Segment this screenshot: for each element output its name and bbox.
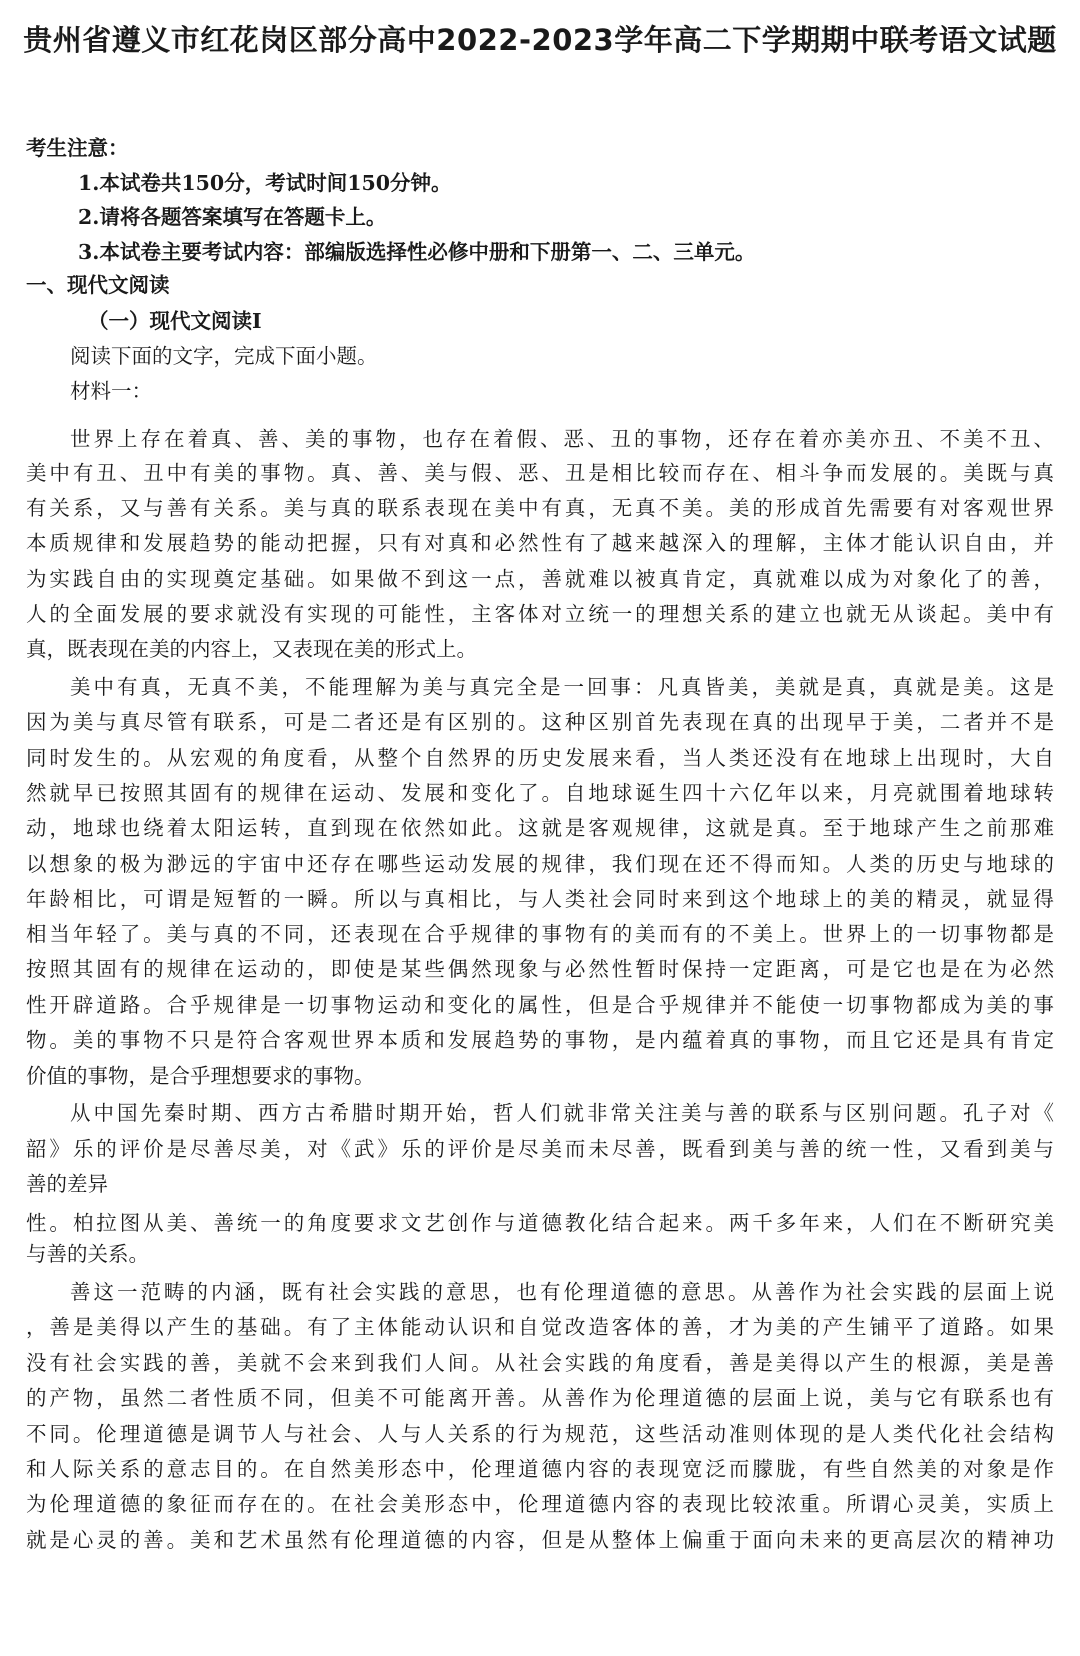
notice-item: 1.本试卷共150分，考试时间150分钟。 (78, 171, 452, 195)
text-line: 就是心灵的善。美和艺术虽然有伦理道德的内容，但是从整体上偏重于面向未来的更高层次的精神功 (26, 1528, 1054, 1552)
text-line: 物。美的事物不只是符合客观世界本质和发展趋势的事物，是内蕴着真的事物，而且它还是具有肯定 (26, 1028, 1054, 1052)
text-line: 美中有丑、丑中有美的事物。真、善、美与假、恶、丑是相比较而存在、相斗争而发展的。美既与真 (26, 461, 1054, 485)
text-line: 有关系，又与善有关系。美与真的联系表现在美中有真，无真不美。美的形成首先需要有对客观世界 (26, 496, 1054, 520)
text-line: 因为美与真尽管有联系，可是二者还是有区别的。这种区别首先表现在真的出现早于美，二者并不是 (26, 710, 1054, 734)
reading-instruction: 阅读下面的文字，完成下面小题。 (70, 344, 378, 368)
text-line: 同时发生的。从宏观的角度看，从整个自然界的历史发展来看，当人类还没有在地球上出现时，大自 (26, 746, 1054, 770)
text-line: 为伦理道德的象征而存在的。在社会美形态中，伦理道德内容的表现比较浓重。所谓心灵美，实质上 (26, 1492, 1054, 1516)
text-line: 性开辟道路。合乎规律是一切事物运动和变化的属性，但是合乎规律并不能使一切事物都成为美的事 (26, 993, 1054, 1017)
text-line: 不同。伦理道德是调节人与社会、人与人关系的行为规范，这些活动准则体现的是人类代化社会结构 (26, 1422, 1054, 1446)
text-line: 动，地球也绕着太阳运转，直到现在依然如此。这就是客观规律，这就是真。至于地球产生之前那难 (26, 816, 1054, 840)
text-line: 本质规律和发展趋势的能动把握，只有对真和必然性有了越来越深入的理解，主体才能认识自由，并 (26, 531, 1054, 555)
notice-item: 2.请将各题答案填写在答题卡上。 (78, 205, 387, 229)
text-line: 善这一范畴的内涵，既有社会实践的意思，也有伦理道德的意思。从善作为社会实践的层面上说 (70, 1280, 1054, 1304)
text-line: 以想象的极为渺远的宇宙中还存在哪些运动发展的规律，我们现在还不得而知。人类的历史与地球的 (26, 852, 1054, 876)
text-line: 从中国先秦时期、西方古希腊时期开始，哲人们就非常关注美与善的联系与区别问题。孔子对《 (70, 1101, 1054, 1125)
text-line: 和人际关系的意志目的。在自然美形态中，伦理道德内容的表现宽泛而朦胧，有些自然美的对象是作 (26, 1457, 1054, 1481)
text-line: 真，既表现在美的内容上，又表现在美的形式上。 (26, 637, 477, 661)
section-heading: 一、现代文阅读 (26, 273, 170, 297)
notice-item: 3.本试卷主要考试内容：部编版选择性必修中册和下册第一、二、三单元。 (78, 240, 756, 264)
text-line: 年龄相比，可谓是短暂的一瞬。所以与真相比，与人类社会同时来到这个地球上的美的精灵，就显得 (26, 887, 1054, 911)
section-subheading: （一）现代文阅读Ⅰ (88, 309, 262, 333)
text-line: 韶》乐的评价是尽善尽美，对《武》乐的评价是尽美而未尽善，既看到美与善的统一性，又看到美与 (26, 1137, 1054, 1161)
text-line: 价值的事物，是合乎理想要求的事物。 (26, 1064, 375, 1088)
text-line: 的产物，虽然二者性质不同，但美不可能离开善。从善作为伦理道德的层面上说，美与它有联系也有 (26, 1386, 1054, 1410)
text-line: 世界上存在着真、善、美的事物，也存在着假、恶、丑的事物，还存在着亦美亦丑、不美不丑、 (70, 427, 1054, 451)
text-line: ，善是美得以产生的基础。有了主体能动认识和自觉改造客体的善，才为美的产生铺平了道路。如果 (26, 1315, 1054, 1339)
text-line: 善的差异 (26, 1172, 108, 1196)
text-line: 相当年轻了。美与真的不同，还表现在合乎规律的事物有的美而有的不美上。世界上的一切事物都是 (26, 922, 1054, 946)
notice-heading: 考生注意： (26, 136, 129, 160)
text-line: 没有社会实践的善，美就不会来到我们人间。从社会实践的角度看，善是美得以产生的根源，美是善 (26, 1351, 1054, 1375)
text-line: 与善的关系。 (26, 1242, 149, 1266)
text-line: 按照其固有的规律在运动的，即使是某些偶然现象与必然性暂时保持一定距离，可是它也是在为必然 (26, 957, 1054, 981)
text-line: 人的全面发展的要求就没有实现的可能性，主客体对立统一的理想关系的建立也就无从谈起。美中有 (26, 602, 1054, 626)
material-label: 材料一： (70, 379, 152, 403)
text-line: 然就早已按照其固有的规律在运动、发展和变化了。自地球诞生四十六亿年以来，月亮就围着地球转 (26, 781, 1054, 805)
text-line: 性。柏拉图从美、善统一的角度要求文艺创作与道德教化结合起来。两千多年来，人们在不断研究美 (26, 1211, 1054, 1235)
text-line: 美中有真，无真不美，不能理解为美与真完全是一回事：凡真皆美，美就是真，真就是美。这是 (70, 675, 1054, 699)
text-line: 为实践自由的实现奠定基础。如果做不到这一点，善就难以被真肯定，真就难以成为对象化了的善， (26, 567, 1054, 591)
exam-title: 贵州省遵义市红花岗区部分高中2022-2023学年高二下学期期中联考语文试题 (23, 23, 1057, 57)
